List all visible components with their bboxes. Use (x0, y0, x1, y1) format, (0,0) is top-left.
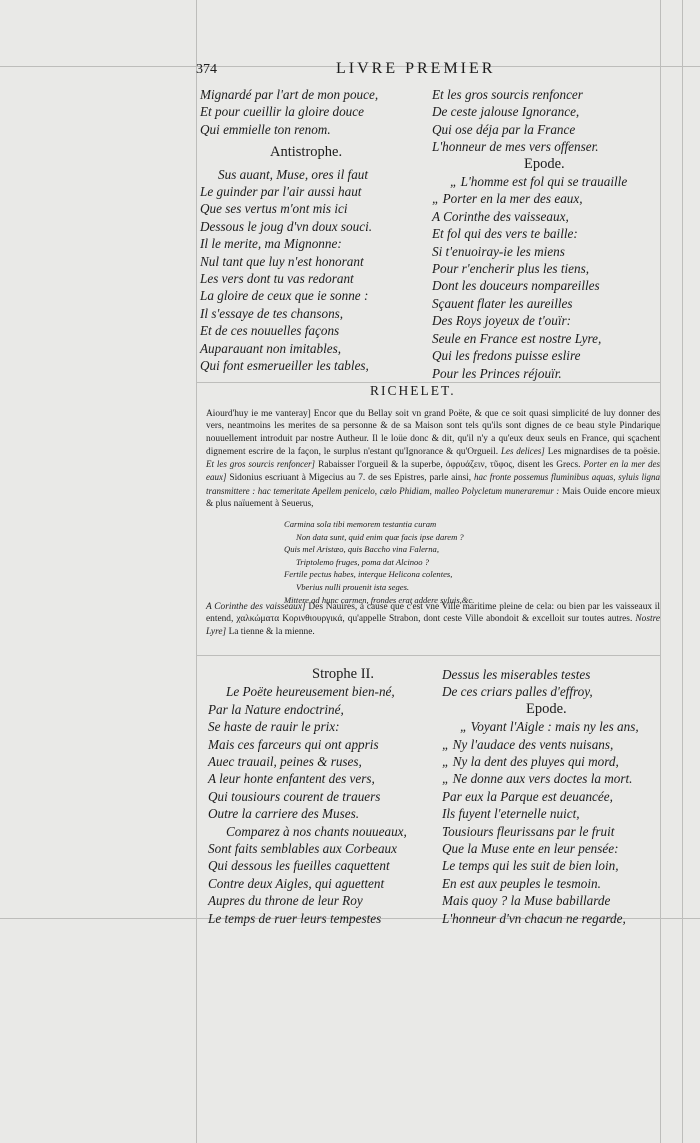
latin-quote: hac fronte possemus fluminibus aquas, syluis ligna transmittere : hac temeritate Apellem penicelo, cælo Phidiam, malleo Polycletum muneraremur : (206, 472, 661, 496)
verse-line: Dessus les miserables testes (442, 667, 591, 682)
verse-line: Seule en France est nostre Lyre, (432, 330, 602, 346)
verse-line: Des Roys joyeux de t'ouïr: (432, 313, 572, 329)
commentary-text: Sidonius escriuant à Migecius au 7. de ses Epistres, parle ainsi, (229, 473, 472, 484)
verse-line: Dont les douceurs nompareilles (432, 278, 600, 294)
verse-line: Comparez à nos chants nouueaux, (226, 823, 407, 839)
verse-line: Le temps de ruer leurs tempestes (208, 910, 382, 926)
scan-guide-line (196, 655, 660, 656)
quote-line: Quis mel Aristæo, quis Baccho vina Falerna, (284, 544, 439, 555)
verse-line: Par la Nature endoctriné, (208, 701, 344, 717)
verse-line: A Corinthe des vaisseaux, (432, 208, 569, 224)
verse-line: Aupres du throne de leur Roy (208, 893, 363, 909)
commentary-text: Aiourd'huy ie me vanteray] Encor que du Bellay soit vn grand Poëte, & que ce soit quasi simplicité de luy donner des vers, neantmoins les merites de sa personne & de sa Maison sont tels qu'ils sont dignes de ce beau style Pindarique nouuellement introduit par nostre Autheur. Il le loüe donc & dit, qu'il n'y a qu'eux deux seuls en France, qui sçachent dignement escrire de la façon, le surplus n'estant qu'Ignorance & qu'Orgueil. (206, 409, 660, 457)
scan-guide-line (682, 0, 683, 1143)
verse-line: „ Voyant l'Aigle : mais ny les ans, (460, 719, 639, 735)
quote-line: Mittere ad hunc carmen, frondes erat addere syluis,&c. (284, 594, 475, 605)
verse-line: „ Ne donne aux vers doctes la mort. (442, 771, 633, 787)
verse-line: „ Porter en la mer des eaux, (432, 191, 583, 207)
verse-line: Il le merite, ma Mignonne: (200, 236, 342, 252)
verse-column-top-right (432, 86, 627, 382)
verse-line: Qui ose déja par la France (432, 121, 576, 137)
commentary-lemma: Les delices] (501, 445, 545, 456)
verse-line: Et fol qui des vers te baille: (432, 226, 578, 242)
verse-line: Sçauent flater les aureilles (432, 295, 573, 311)
epode-heading: Epode. (524, 155, 565, 172)
ovid-quotation (284, 518, 474, 606)
verse-line: De ceste jalouse Ignorance, (432, 104, 580, 120)
scan-guide-line (196, 0, 197, 1143)
verse-column-top-left (200, 86, 378, 375)
verse-line: Par eux la Parque est deuancée, (442, 788, 613, 804)
commentary-block-2 (206, 601, 660, 638)
quote-line: Vberius nulli prouenit ista seges. (296, 581, 410, 592)
verse-line: Et pour cueillir la gloire douce (200, 104, 364, 120)
verse-line: „ Ny la dent des pluyes qui mord, (442, 754, 619, 770)
verse-column-bottom-right (442, 666, 639, 927)
verse-line: Ils fuyent l'eternelle nuict, (442, 806, 580, 822)
verse-line: Pour les Princes réjouïr. (432, 365, 562, 381)
verse-line: Se haste de rauir le prix: (208, 719, 340, 735)
verse-line: Qui font esmerueiller les tables, (200, 358, 369, 374)
greek-text: ὀφρυάζειν, τῦφος, (445, 460, 515, 471)
verse-line: Si t'enuoiray-ie les miens (432, 243, 565, 259)
verse-line: Qui les fredons puisse eslire (432, 348, 581, 364)
commentary-text: Les mignardises de ta poësie. (547, 446, 661, 457)
verse-line: Mais quoy ? la Muse babillarde (442, 893, 611, 909)
verse-line: L'honneur d'vn chacun ne regarde, (442, 910, 626, 926)
verse-line: Nul tant que luy n'est honorant (200, 253, 364, 269)
verse-line: Auparauant non imitables, (200, 340, 342, 356)
verse-line: Pour r'encherir plus les tiens, (432, 261, 590, 277)
antistrophe-heading: Antistrophe. (270, 144, 343, 161)
greek-text: χαλκώματα Κορινθιουργικά, (236, 614, 345, 625)
commentary-lemma: Porter en la mer des eaux] (206, 459, 661, 483)
commentary-lemma: Et les gros sourcis renfoncer] (206, 459, 316, 470)
commentary-text: Rabaisser l'orgueil & la superbe, (318, 460, 443, 471)
verse-line: „ L'homme est fol qui se trauaille (450, 174, 628, 190)
verse-line: Les vers dont tu vas redorant (200, 271, 354, 287)
page-number: 374 (196, 62, 217, 77)
verse-line: Qui emmielle ton renom. (200, 121, 331, 137)
verse-line: Qui tousiours courent de trauers (208, 788, 381, 804)
verse-line: Contre deux Aigles, qui aguettent (208, 875, 385, 891)
quote-line: Non data sunt, quid enim quæ facis ipse darem ? (296, 531, 464, 542)
verse-line: Dessous le joug d'vn doux souci. (200, 218, 373, 234)
commentary-lemma: Nostre Lyre] (206, 614, 661, 637)
strophe-heading: Strophe II. (312, 666, 375, 682)
verse-line: Qui dessous les fueilles caquettent (208, 858, 390, 874)
commentary-text: disent les Grecs. (517, 460, 581, 471)
verse-line: La gloire de ceux que ie sonne : (200, 288, 369, 304)
verse-line: Le Poëte heureusement bien-né, (226, 684, 395, 700)
quote-line: Carmina sola tibi memorem testantia curam (284, 519, 437, 529)
verse-line: De ces criars palles d'effroy, (442, 684, 593, 700)
commentary-heading: RICHELET. (370, 383, 456, 398)
quote-line: Triptolemo fruges, poma dat Alcinoo ? (296, 556, 430, 567)
verse-line: „ Ny l'audace des vents nuisans, (442, 736, 614, 752)
scan-guide-line (660, 0, 661, 1143)
verse-line: En est aux peuples le tesmoin. (442, 875, 601, 891)
epode-heading: Epode. (526, 700, 567, 717)
verse-line: Que ses vertus m'ont mis ici (200, 201, 348, 217)
verse-line: L'honneur de mes vers offenser. (432, 139, 599, 155)
running-head (196, 62, 636, 84)
verse-line: Que la Muse ente en leur pensée: (442, 841, 619, 857)
verse-line: Sont faits semblables aux Corbeaux (208, 841, 398, 857)
verse-line: Et de ces nouuelles façons (200, 323, 340, 339)
commentary-text: Mais Ouide encore mieux & plus naïuement à Seuerus, (206, 486, 661, 510)
running-title: LIVRE PREMIER (336, 60, 496, 77)
verse-line: Sus auant, Muse, ores il faut (218, 166, 369, 182)
verse-line: Mais ces farceurs qui ont appris (208, 736, 379, 752)
commentary-lemma: A Corinthe des vaisseaux] (206, 602, 306, 612)
commentary-text: La tienne & la mienne. (228, 626, 315, 637)
verse-line: Outre la carriere des Muses. (208, 806, 360, 822)
verse-line: Le temps qui les suit de bien loin, (442, 858, 619, 874)
verse-line: Mignardé par l'art de mon pouce, (200, 87, 379, 102)
verse-line: Tousiours fleurissans par le fruit (442, 823, 615, 839)
verse-line: Le guinder par l'air aussi haut (200, 184, 362, 200)
quote-line: Fertile pectus habes, interque Helicona colentes, (284, 569, 453, 580)
commentary-text: qu'appelle Strabon, dont ceste Ville abondoit & excelloit sur toutes autres. (347, 614, 633, 625)
verse-line: A leur honte enfantent des vers, (208, 771, 375, 787)
verse-line: Et les gros sourcis renfoncer (432, 87, 583, 102)
commentary-block (206, 408, 660, 510)
commentary-text: Des Nauires, à cause que c'est vne Ville maritime pleine de cela: ou bien par les vaisseaux il entend, (206, 602, 661, 625)
verse-column-bottom-left (208, 666, 407, 927)
verse-line: Auec trauail, peines & ruses, (208, 754, 362, 770)
verse-line: Il s'essaye de tes chansons, (200, 305, 344, 321)
